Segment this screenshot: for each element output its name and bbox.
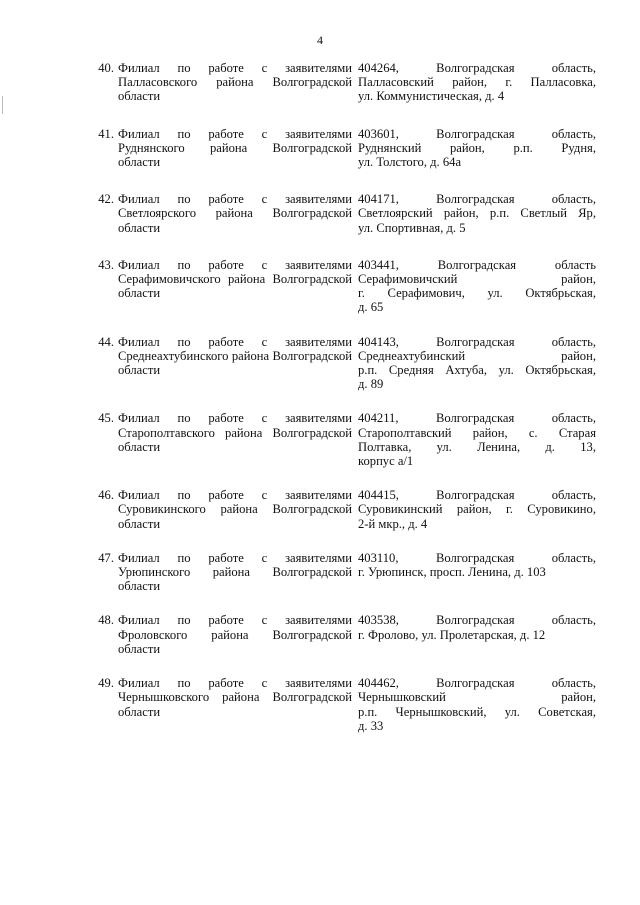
branch-name: Филиал по работе с заявителями Руднянского района Волгоградской области [118,126,352,170]
branch-address [358,488,596,531]
branch-name: Филиал по работе с заявителями Урюпинского района Волгоградской области [118,550,352,594]
address-line: ул. Коммунистическая, д. 4 [358,89,505,104]
branch-address [358,411,596,468]
address-line: р.п. Чернышковский, ул. Советская, [358,704,596,719]
address-line: г. Урюпинск, просп. Ленина, д. 103 [358,565,546,580]
branch-name: Филиал по работе с заявителями Суровикинского района Волгоградской области [118,488,352,531]
address-line: д. 65 [358,300,384,315]
branch-name: Филиал по работе с заявителями Среднеахтубинского района Волгоградской области [118,334,352,378]
branch-address [358,258,596,315]
branch-entry [0,61,640,104]
address-line: Руднянский район, р.п. Рудня, [358,140,596,155]
branch-address [358,613,596,656]
entry-number: 40. [98,61,114,75]
entry-number: 42. [98,192,114,207]
address-line: Суровикинский район, г. Суровикино, [358,502,596,517]
address-line: Светлоярский район, р.п. Светлый Яр, [358,206,596,221]
address-line: д. 89 [358,377,384,392]
branch-name: Филиал по работе с заявителями Чернышковского района Волгоградской области [118,676,352,719]
address-line: 403538, Волгоградская область, [358,613,596,628]
branch-entry [0,258,640,315]
branch-name: Филиал по работе с заявителями Палласовского района Волгоградской области [118,61,352,104]
entry-number: 45. [98,411,114,426]
address-line: 404415, Волгоградская область, [358,488,596,503]
branch-name: Филиал по работе с заявителями Фроловского района Волгоградской области [118,613,352,656]
address-line: р.п. Средняя Ахтуба, ул. Октябрьская, [358,363,596,378]
address-line: 403441, Волгоградская область [358,257,596,272]
address-line: корпус а/1 [358,454,414,469]
entry-number: 41. [98,126,114,141]
address-line: г. Серафимович, ул. Октябрьская, [358,286,596,301]
address-line: 403601, Волгоградская область, [358,126,596,141]
branch-name: Филиал по работе с заявителями Светлоярского района Волгоградской области [118,192,352,235]
entry-number: 49. [98,676,114,691]
address-line: 404171, Волгоградская область, [358,192,596,207]
branch-entry [0,335,640,392]
address-line: Полтавка, ул. Ленина, д. 13, [358,439,596,454]
address-line: Старополтавский район, с. Старая [358,425,596,440]
address-line: ул. Спортивная, д. 5 [358,220,466,235]
address-line: 404462, Волгоградская область, [358,676,596,691]
branch-address [358,61,596,104]
address-line: Палласовский район, г. Палласовка, [358,75,596,90]
branch-entry [0,551,640,594]
entry-number: 44. [98,334,114,349]
address-line: ул. Толстого, д. 64а [358,155,462,170]
branch-name: Филиал по работе с заявителями Старополтавского района Волгоградской области [118,411,352,454]
address-line: 404264, Волгоградская область, [358,61,596,75]
address-line: 404211, Волгоградская область, [358,411,596,426]
address-line: 403110, Волгоградская область, [358,550,596,565]
branch-address [358,192,596,235]
branch-entry [0,127,640,170]
branch-address [358,335,596,392]
branch-entry [0,613,640,656]
address-line: 2-й мкр., д. 4 [358,516,428,531]
address-line: г. Фролово, ул. Пролетарская, д. 12 [358,627,546,642]
page-number: 4 [317,33,323,47]
branch-entry [0,676,640,733]
entry-number: 48. [98,613,114,628]
address-line: д. 33 [358,718,384,733]
branch-entry [0,192,640,235]
branch-list [0,61,640,733]
entry-number: 46. [98,488,114,503]
entry-number: 43. [98,257,114,272]
address-line: 404143, Волгоградская область, [358,334,596,349]
branch-entry [0,488,640,531]
entry-number: 47. [98,550,114,565]
branch-entry [0,411,640,468]
branch-name: Филиал по работе с заявителями Серафимовичского района Волгоградской области [118,257,352,301]
branch-address [358,551,596,594]
branch-address [358,676,596,733]
address-line: Среднеахтубинский район, [358,348,596,363]
address-line: Чернышковский район, [358,690,596,705]
branch-address [358,127,596,170]
address-line: Серафимовичский район, [358,272,596,287]
